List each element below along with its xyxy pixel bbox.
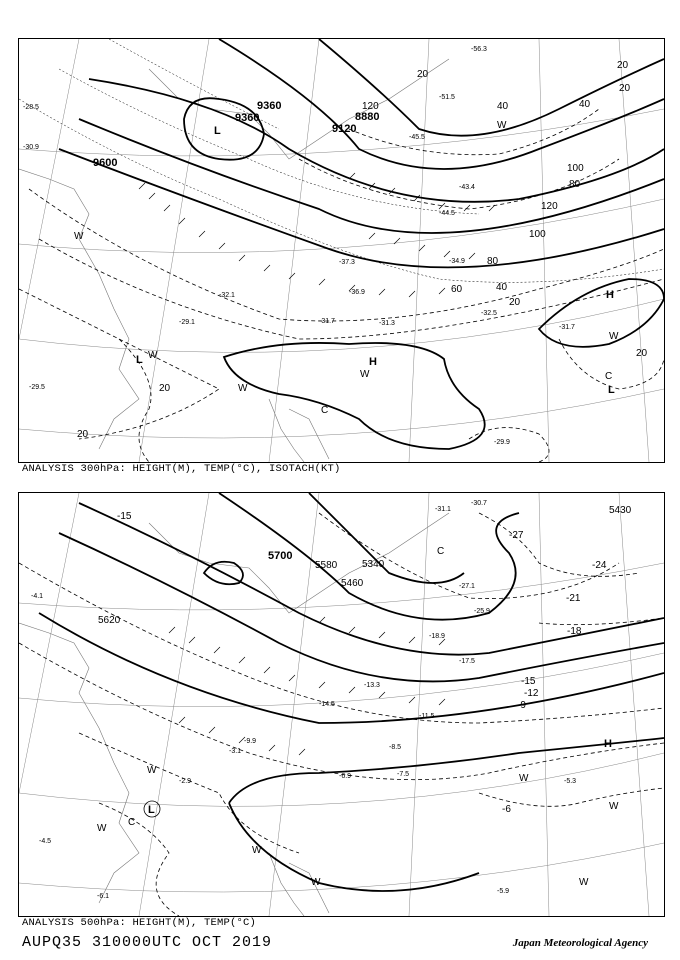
warm-center-symbol: W	[74, 231, 84, 242]
temp-label: -6.9	[339, 773, 352, 780]
warm-center-symbol: W	[238, 383, 248, 394]
temp-label: -8.5	[389, 744, 402, 751]
temp-label: -32.5	[481, 310, 497, 317]
height-label: 5430	[609, 505, 632, 516]
height-label: 5460	[341, 578, 364, 589]
temp-label: -34.9	[449, 258, 465, 265]
isotach-label: 120	[362, 101, 379, 112]
chart-500hpa	[18, 492, 665, 917]
isotach-label: 20	[619, 83, 631, 94]
height-label: 8880	[355, 111, 380, 123]
high-center-symbol: H	[606, 289, 614, 301]
isotach-label: 80	[569, 179, 581, 190]
low-center-symbol: L	[136, 354, 143, 366]
cold-center-symbol: C	[605, 371, 613, 382]
high-center-symbol: H	[369, 356, 377, 368]
temp-label: -29.9	[494, 439, 510, 446]
temp-label: -29.5	[29, 384, 45, 391]
temp-label: -6.1	[97, 893, 110, 900]
coastline	[19, 59, 449, 462]
coastline	[19, 513, 449, 916]
chart-300hpa	[18, 38, 665, 463]
warm-center-symbol: W	[519, 773, 529, 784]
temp-label: -56.3	[471, 46, 487, 53]
isotach-label: 80	[487, 256, 499, 267]
height-label: 9360	[257, 100, 282, 112]
chart-300hpa-caption: ANALYSIS 300hPa: HEIGHT(M), TEMP(°C), ISOTACH(KT)	[22, 463, 341, 475]
warm-center-symbol: W	[252, 845, 262, 856]
warm-center-symbol: W	[497, 120, 507, 131]
product-id-and-time: AUPQ35 310000UTC OCT 2019	[22, 934, 273, 951]
isotach-label: 20	[159, 383, 171, 394]
temp-label: -31.3	[379, 320, 395, 327]
height-label: 9600	[93, 157, 118, 169]
temp-label: -29.1	[179, 319, 195, 326]
isotherm-label: -6	[502, 804, 511, 815]
low-center-symbol: L	[148, 804, 155, 816]
temp-label: -4.1	[31, 593, 44, 600]
isotherm-label: -21	[566, 593, 581, 604]
temp-label: -30.9	[23, 144, 39, 151]
temp-label: -51.5	[439, 94, 455, 101]
isotherm-label: -15	[117, 511, 132, 522]
cold-center-symbol: C	[128, 817, 136, 828]
isotherms	[19, 513, 664, 916]
temp-label: -3.1	[229, 748, 242, 755]
isotach-label: 40	[579, 99, 591, 110]
warm-center-symbol: W	[609, 331, 619, 342]
temp-label: -37.3	[339, 259, 355, 266]
temp-label: -30.7	[471, 500, 487, 507]
isotach-label: 20	[417, 69, 429, 80]
cold-center-symbol: C	[437, 546, 445, 557]
height-label: 9120	[332, 123, 357, 135]
warm-center-symbol: W	[148, 350, 158, 361]
temp-label: -5.3	[564, 778, 577, 785]
temp-label: -28.5	[23, 104, 39, 111]
graticule	[19, 493, 664, 916]
temp-label: -13.3	[364, 682, 380, 689]
warm-center-symbol: W	[579, 877, 589, 888]
isotherm-label: -12	[524, 688, 539, 699]
temp-label: -45.5	[409, 134, 425, 141]
temp-label: -27.1	[459, 583, 475, 590]
height-label: 5580	[315, 560, 338, 571]
temp-label: -7.5	[397, 771, 410, 778]
warm-center-symbol: W	[360, 369, 370, 380]
temp-label: -44.5	[439, 210, 455, 217]
warm-center-symbol: W	[97, 823, 107, 834]
height-label: 5620	[98, 615, 121, 626]
chart-300hpa-map	[19, 39, 664, 462]
isotherm-label: -18	[567, 626, 582, 637]
temp-label: -18.9	[429, 633, 445, 640]
isotach-label: 20	[509, 297, 521, 308]
chart-500hpa-map	[19, 493, 664, 916]
temp-label: -31.7	[559, 324, 575, 331]
warm-center-symbol: W	[311, 877, 321, 888]
wind-barbs	[169, 617, 445, 755]
height-label: 9360	[235, 112, 260, 124]
height-contours	[39, 493, 664, 891]
temp-label: -31.1	[435, 506, 451, 513]
temp-label: -11.5	[419, 713, 435, 720]
isotach-label: 40	[496, 282, 508, 293]
isotherm-label: -15	[521, 676, 536, 687]
temp-label: -43.4	[459, 184, 475, 191]
low-center-symbol: L	[214, 125, 221, 137]
temp-label: -4.5	[39, 838, 52, 845]
temp-label: -5.9	[497, 888, 510, 895]
isotach-label: 40	[497, 101, 509, 112]
isotach-label: 60	[451, 284, 463, 295]
warm-center-symbol: W	[147, 765, 157, 776]
temp-label: -14.5	[319, 701, 335, 708]
isotach-label: 20	[77, 429, 89, 440]
height-label: 5340	[362, 559, 385, 570]
temp-label: -31.7	[319, 318, 335, 325]
temp-label: -9.9	[244, 738, 257, 745]
graticule	[19, 39, 664, 462]
low-center-symbol: L	[608, 384, 615, 396]
agency-credit: Japan Meteorological Agency	[512, 937, 648, 949]
high-center-symbol: H	[604, 738, 612, 750]
wind-barbs	[139, 173, 495, 297]
temp-label: -32.1	[219, 292, 235, 299]
isotach-label: 20	[636, 348, 648, 359]
isotherm-label: -27	[509, 530, 524, 541]
height-label: 5700	[268, 550, 293, 562]
temp-label: -17.5	[459, 658, 475, 665]
temp-label: -2.9	[179, 778, 192, 785]
isotherm-label: -9	[517, 700, 526, 711]
warm-center-symbol: W	[609, 801, 619, 812]
isotach-label: 100	[529, 229, 546, 240]
isotach-label: 20	[617, 60, 629, 71]
isotherm-label: -24	[592, 560, 607, 571]
isotach-label: 120	[541, 201, 558, 212]
temp-label: -25.9	[474, 608, 490, 615]
isotach-label: 100	[567, 163, 584, 174]
cold-center-symbol: C	[321, 405, 329, 416]
chart-500hpa-caption: ANALYSIS 500hPa: HEIGHT(M), TEMP(°C)	[22, 917, 257, 929]
temp-label: -36.9	[349, 289, 365, 296]
